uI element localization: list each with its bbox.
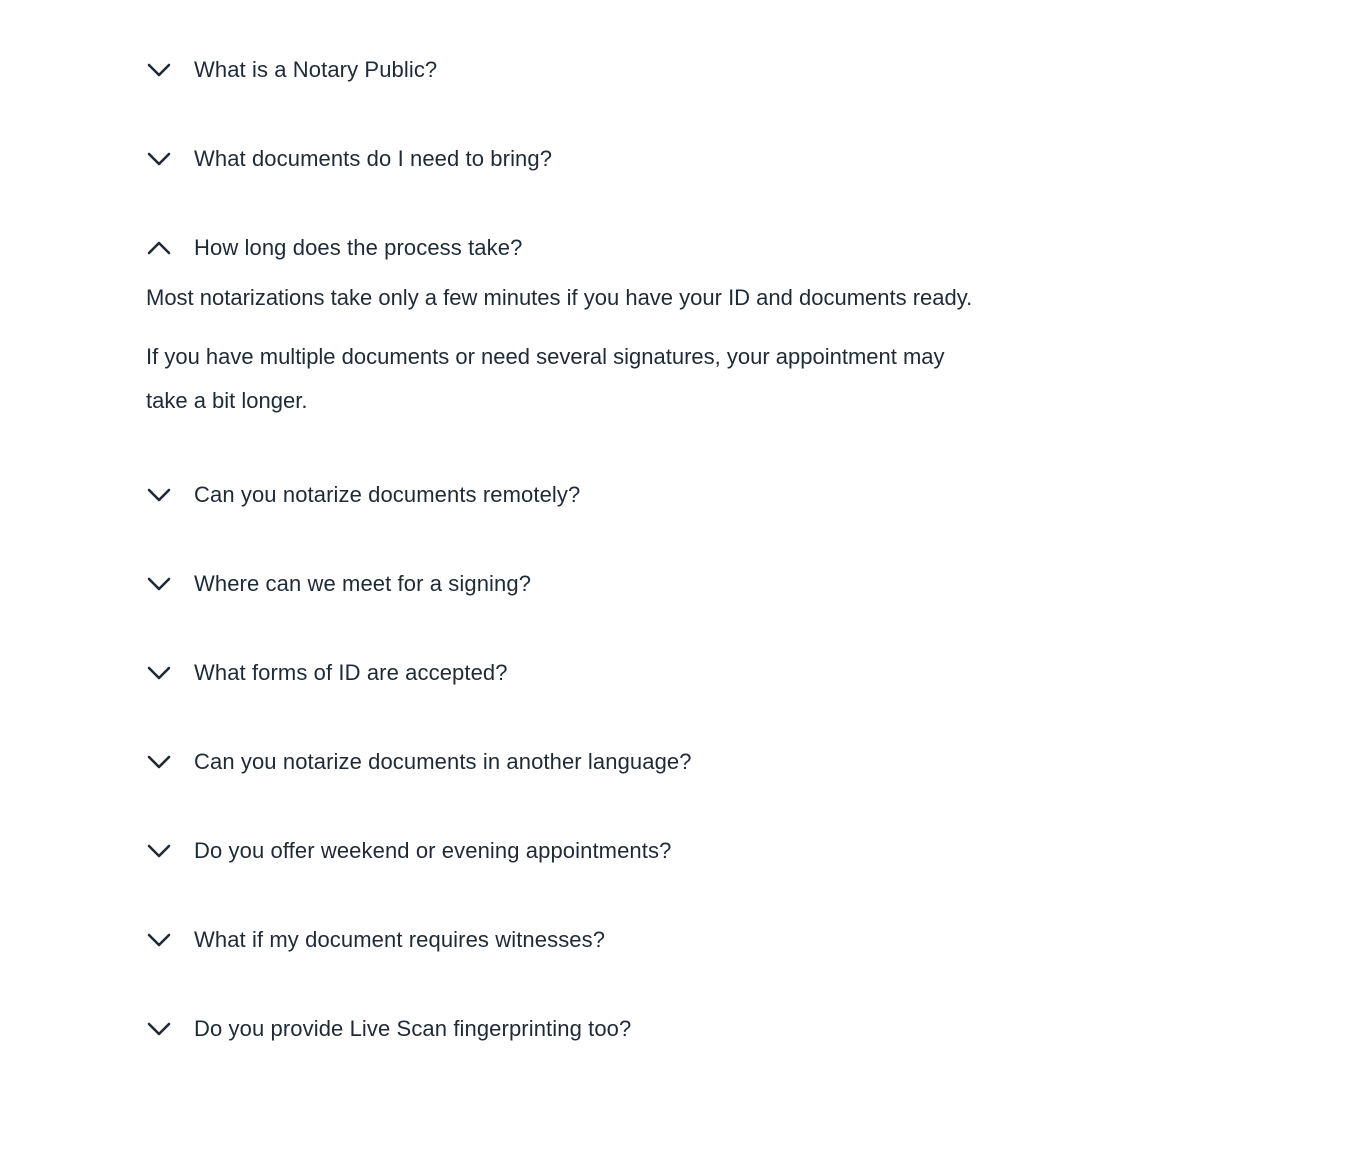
- faq-item-expanded: [146, 220, 976, 467]
- faq-question: What is a Notary Public?: [194, 57, 438, 82]
- faq-toggle-remote-notarization[interactable]: [146, 467, 976, 523]
- chevron-down-icon: [146, 927, 172, 953]
- faq-question: Can you notarize documents in another language?: [194, 749, 692, 774]
- faq-question: How long does the process take?: [194, 235, 523, 260]
- faq-question: What if my document requires witnesses?: [194, 927, 606, 952]
- faq-question: Can you notarize documents remotely?: [194, 482, 581, 507]
- chevron-down-icon: [146, 1016, 172, 1042]
- faq-item: [146, 645, 976, 734]
- faq-item: [146, 131, 976, 220]
- faq-item: [146, 823, 976, 912]
- faq-answer: [146, 276, 976, 467]
- faq-item: [146, 734, 976, 823]
- faq-answer-paragraph: If you have multiple documents or need several signatures, your appointment may take a bit longer.: [146, 344, 945, 413]
- faq-item: [146, 467, 976, 556]
- faq-toggle-documents-to-bring[interactable]: [146, 131, 976, 187]
- chevron-down-icon: [146, 57, 172, 83]
- faq-item: [146, 42, 976, 131]
- chevron-down-icon: [146, 571, 172, 597]
- faq-item: [146, 912, 976, 1001]
- faq-question: What documents do I need to bring?: [194, 146, 553, 171]
- faq-toggle-process-duration[interactable]: [146, 220, 976, 276]
- faq-toggle-meeting-location[interactable]: [146, 556, 976, 612]
- chevron-down-icon: [146, 660, 172, 686]
- chevron-down-icon: [146, 482, 172, 508]
- chevron-down-icon: [146, 838, 172, 864]
- faq-item: [146, 1001, 976, 1090]
- faq-answer-paragraph: Most notarizations take only a few minutes if you have your ID and documents ready.: [146, 285, 973, 310]
- faq-toggle-witnesses[interactable]: [146, 912, 976, 968]
- chevron-down-icon: [146, 146, 172, 172]
- faq-toggle-live-scan[interactable]: [146, 1001, 976, 1057]
- faq-question: Do you provide Live Scan fingerprinting too?: [194, 1016, 632, 1041]
- faq-toggle-accepted-id[interactable]: [146, 645, 976, 701]
- chevron-down-icon: [146, 749, 172, 775]
- faq-question: What forms of ID are accepted?: [194, 660, 508, 685]
- faq-item: [146, 556, 976, 645]
- chevron-up-icon: [146, 235, 172, 261]
- faq-accordion: [146, 42, 976, 1090]
- faq-toggle-other-language[interactable]: [146, 734, 976, 790]
- faq-toggle-weekend-evening[interactable]: [146, 823, 976, 879]
- faq-toggle-what-is-notary[interactable]: [146, 42, 976, 98]
- faq-question: Where can we meet for a signing?: [194, 571, 532, 596]
- faq-question: Do you offer weekend or evening appointments?: [194, 838, 672, 863]
